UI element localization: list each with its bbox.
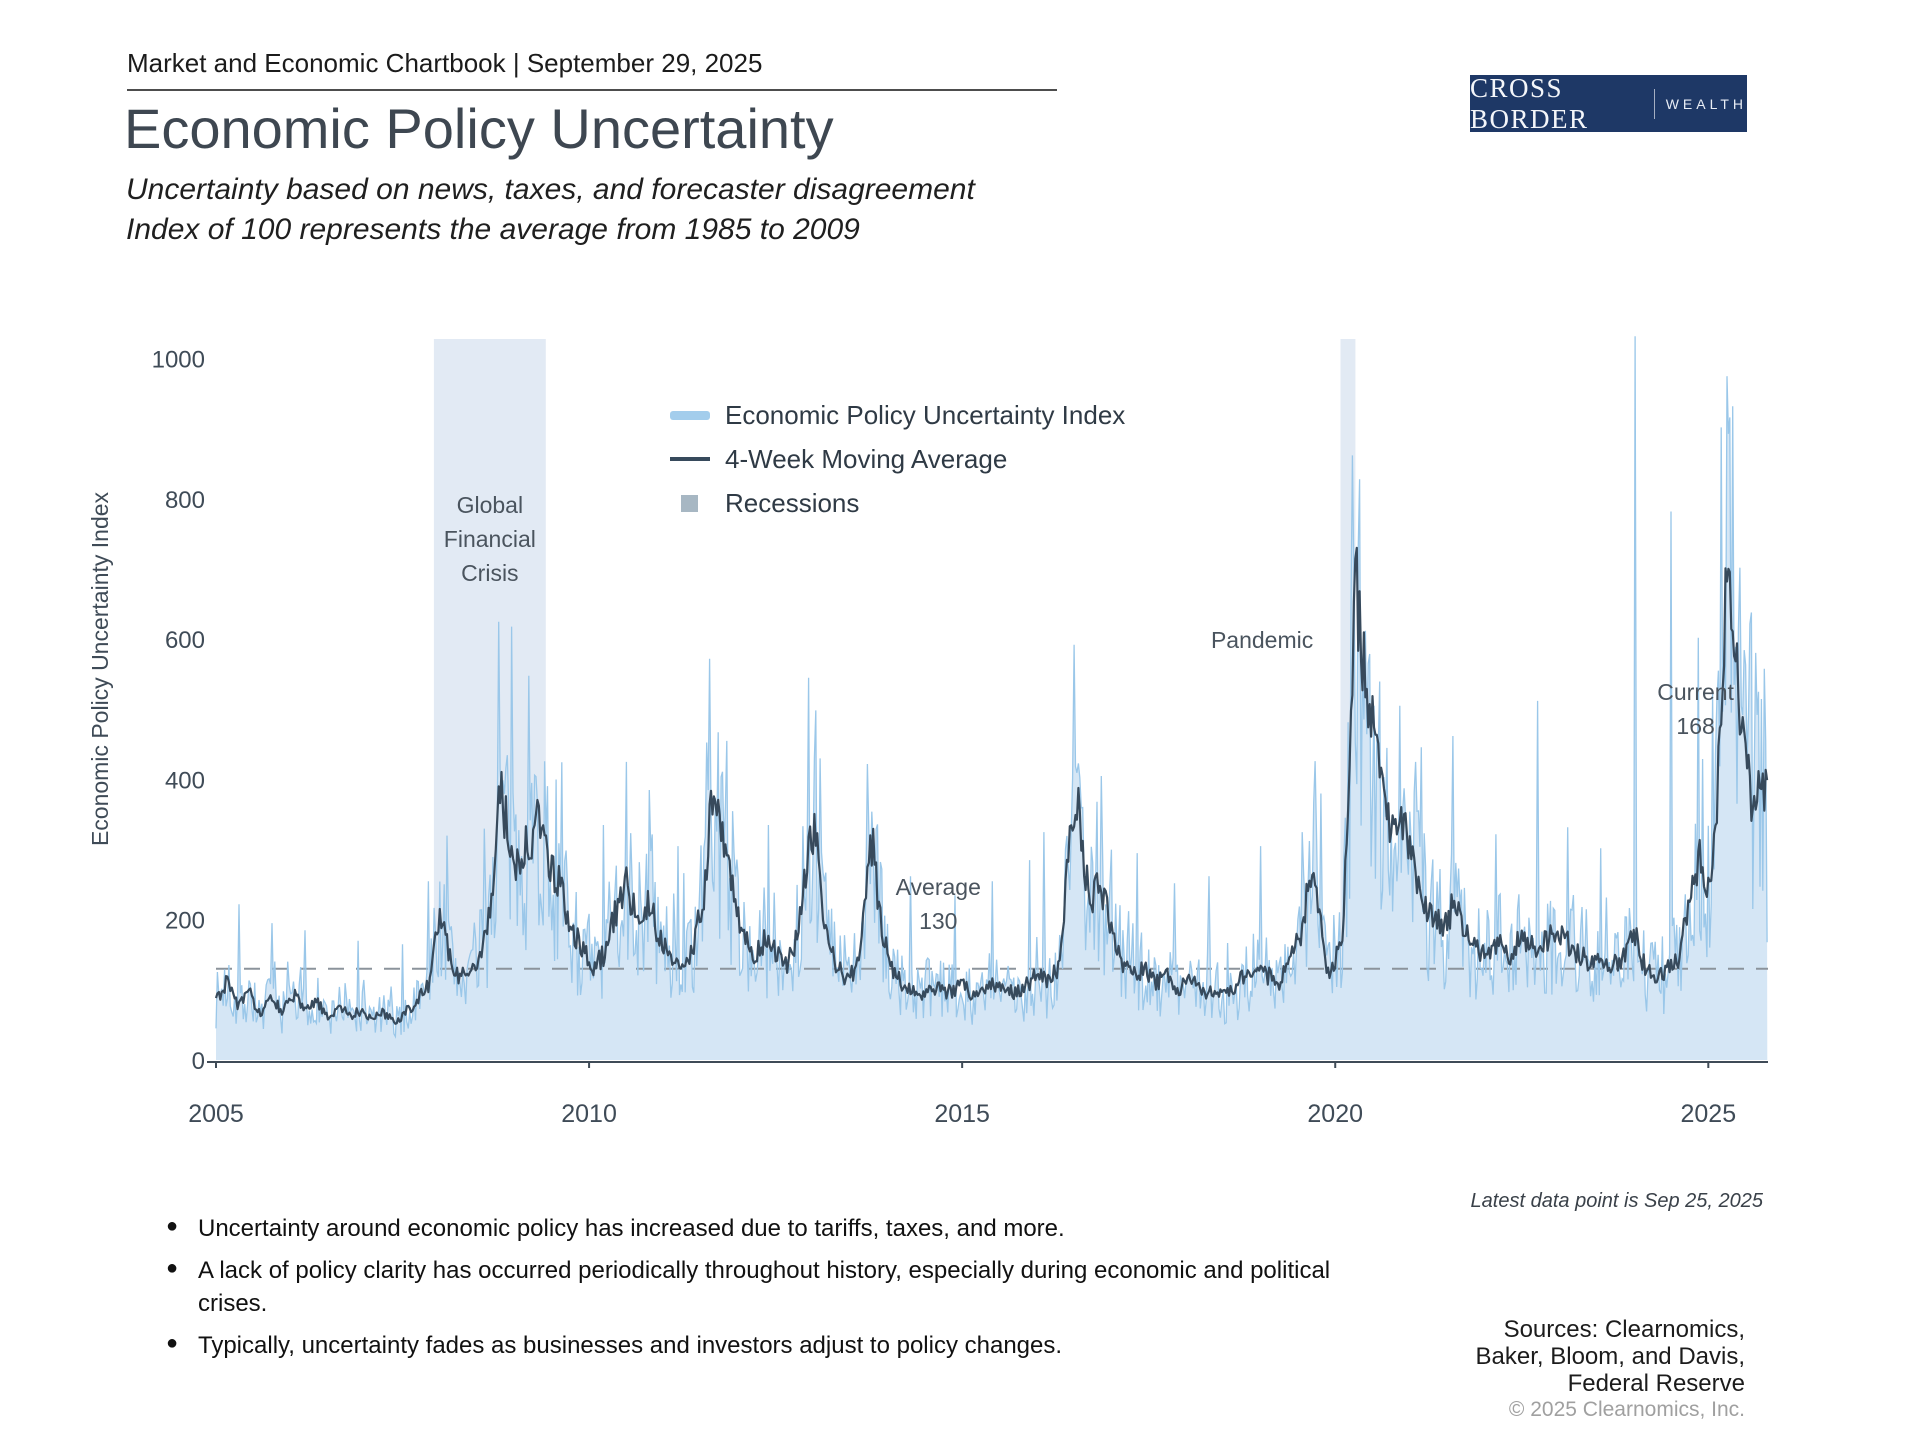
sources-line: Baker, Bloom, and Davis,	[1475, 1343, 1745, 1370]
current-label-line: 168	[1676, 713, 1715, 740]
legend-label-epu: Economic Policy Uncertainty Index	[725, 399, 1126, 430]
global-financial-crisis-label-line: Global	[456, 491, 524, 518]
copyright-text: © 2025 Clearnomics, Inc.	[1508, 1398, 1745, 1421]
legend-label-recessions: Recessions	[725, 487, 860, 518]
bullet-point: ● Typically, uncertainty fades as businesses and investors adjust to policy changes.	[198, 1329, 1358, 1362]
sources-line: Federal Reserve	[1567, 1370, 1745, 1397]
y-tick-label: 200	[164, 907, 205, 935]
logo-primary-text: CROSS BORDER	[1470, 72, 1589, 134]
key-points-list	[166, 1212, 1358, 1371]
legend-label-ma: 4-Week Moving Average	[725, 443, 1008, 474]
x-tick-label: 2005	[188, 1100, 244, 1128]
x-tick-label: 2010	[561, 1100, 617, 1128]
y-axis-title: Economic Policy Uncertainty Index	[87, 491, 113, 847]
pandemic-label-line: Pandemic	[1210, 626, 1314, 653]
global-financial-crisis-label-line: Crisis	[461, 559, 519, 586]
legend-item-recessions	[670, 488, 1125, 518]
x-tick-label: 2025	[1680, 1100, 1737, 1128]
y-tick-label: 400	[164, 767, 205, 795]
global-financial-crisis-label	[444, 488, 536, 590]
latest-data-footnote: Latest data point is Sep 25, 2025	[1470, 1190, 1763, 1212]
y-tick-label: 0	[191, 1048, 205, 1075]
recession-swatch	[681, 495, 698, 512]
bullet-dot: ●	[166, 1215, 179, 1237]
bullet-point: ● A lack of policy clarity has occurred periodically throughout history, especially during economic and political crises.	[198, 1254, 1358, 1320]
x-tick-label: 2020	[1307, 1100, 1364, 1128]
legend-item-moving-average	[670, 444, 1125, 474]
x-tick-label: 2015	[934, 1100, 990, 1128]
bullet-dot: ●	[166, 1257, 179, 1279]
subtitle-line-1: Uncertainty based on news, taxes, and forecaster disagreement	[126, 173, 975, 206]
sources-line: Sources: Clearnomics,	[1503, 1316, 1745, 1343]
bullet-point: ● Uncertainty around economic policy has increased due to tariffs, taxes, and more.	[198, 1212, 1358, 1245]
current-label	[1657, 675, 1734, 743]
subtitle-line-2: Index of 100 represents the average from 1985 to 2009	[126, 213, 860, 246]
report-header: Market and Economic Chartbook | September 29, 2025	[127, 48, 763, 78]
legend-item-epu-index	[670, 400, 1125, 430]
moving-average-line-swatch	[670, 457, 710, 461]
average-label-line: 130	[919, 907, 958, 934]
average-label	[896, 870, 981, 938]
page-title: Economic Policy Uncertainty	[124, 97, 834, 160]
bullet-dot: ●	[166, 1332, 179, 1354]
y-tick-label: 800	[164, 486, 205, 514]
y-tick-label: 1000	[151, 346, 205, 374]
epu-line-swatch	[670, 411, 710, 420]
chart-legend	[670, 400, 1125, 532]
current-label-line: Current	[1657, 679, 1734, 706]
sources-block	[1476, 1316, 1745, 1397]
y-tick-label: 600	[164, 627, 205, 655]
global-financial-crisis-label-line: Financial	[443, 525, 536, 552]
pandemic-label	[1211, 623, 1313, 657]
logo-secondary-text: WEALTH	[1665, 95, 1747, 112]
average-label-line: Average	[895, 873, 981, 900]
